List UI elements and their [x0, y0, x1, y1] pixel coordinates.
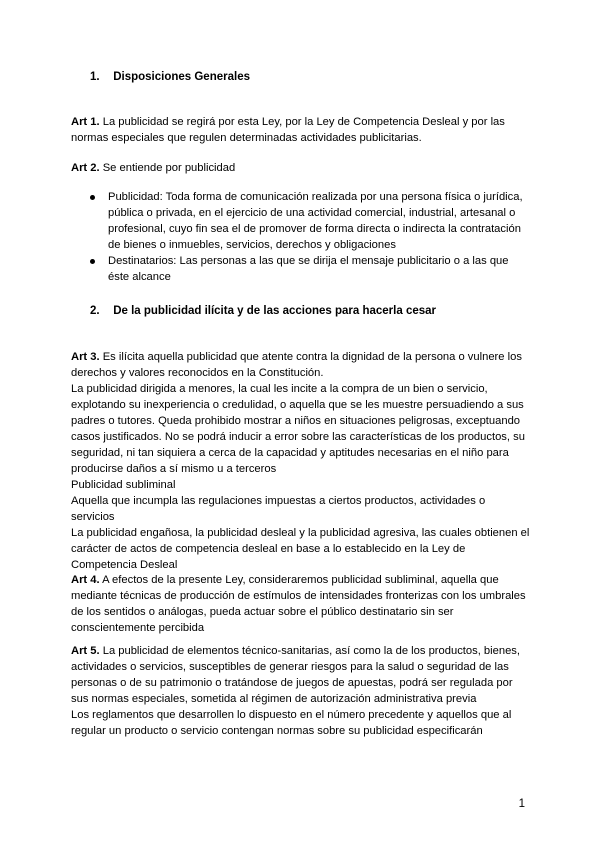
article-label: Art 2. — [71, 162, 100, 174]
article-text: actividades o servicios, susceptibles de generar riesgos para la salud o seguridad de las — [71, 661, 509, 673]
article-3 — [71, 349, 541, 573]
article-text: Publicidad subliminal — [71, 479, 176, 491]
list-item — [90, 253, 540, 285]
article-text: regular un producto o servicio contengan normas sobre su publicidad especificarán — [71, 725, 483, 737]
list-item-text: éste alcance — [108, 271, 171, 283]
section-title: De la publicidad ilícita y de las acciones para hacerla cesar — [113, 305, 437, 317]
article-text: Los reglamentos que desarrollen lo dispuesto en el número precedente y aquellos que al — [71, 709, 512, 721]
article-text: personas o de su patrimonio o tratándose de juegos de apuestas, podrá ser regulada por — [71, 677, 513, 689]
article-text: carácter de actos de competencia desleal en base a lo establecido en la Ley de — [71, 543, 466, 555]
article-5 — [71, 643, 541, 739]
article-text: Competencia Desleal — [71, 559, 178, 571]
bullet-icon — [90, 195, 95, 200]
article-text: derechos y valores reconocidos en la Constitución. — [71, 367, 324, 379]
section-title: Disposiciones Generales — [113, 71, 250, 83]
article-text: de los sentidos o análogas, pueda actuar sobre el público destinatario sin ser — [71, 606, 454, 618]
section-number: 2. — [90, 305, 100, 317]
article-text: A efectos de la presente Ley, consideraremos publicidad subliminal, aquella que — [99, 574, 499, 586]
article-text: Aquella que incumpla las regulaciones impuestas a ciertos productos, actividades o — [71, 495, 486, 507]
article-text: Se entiende por publicidad — [99, 162, 236, 174]
article-2 — [71, 160, 541, 176]
section-number: 1. — [90, 71, 100, 83]
article-text: sus normas especiales, sometida al régimen de autorización administrativa previa — [71, 693, 477, 705]
list-item-text: de bienes o inmuebles, servicios, derechos y obligaciones — [108, 239, 396, 251]
article-text: normas especiales que regulen determinadas actividades publicitarias. — [71, 132, 422, 144]
article-text: seguridad, ni tan siquiera a cerca de la capacidad y aptitudes necesarias en el niño para — [71, 447, 509, 459]
article-text: producirse daños a sí mismo u a terceros — [71, 463, 277, 475]
article-label: Art 4. — [71, 574, 100, 586]
list-item-text: pública o privada, en el ejercicio de una actividad comercial, industrial, artesanal o — [108, 207, 516, 219]
page-number: 1 — [518, 798, 525, 810]
list-item — [90, 189, 540, 253]
article-text: servicios — [71, 511, 115, 523]
article-text: padres o tutores. Queda prohibido mostrar a niños en situaciones peligrosas, exceptuando — [71, 415, 521, 427]
definition-list — [90, 189, 540, 285]
article-text: La publicidad se regirá por esta Ley, por la Ley de Competencia Desleal y por las — [99, 116, 505, 128]
article-text: explotando su inexperiencia o credulidad, o aquella que se les muestre persuadiendo a sus — [71, 399, 524, 411]
article-text: La publicidad engañosa, la publicidad desleal y la publicidad agresiva, las cuales obtienen el — [71, 527, 530, 539]
article-text: La publicidad de elementos técnico-sanitarias, así como la de los productos, bienes, — [99, 645, 521, 657]
section-heading-1 — [90, 71, 250, 83]
list-item-text: Publicidad: Toda forma de comunicación realizada por una persona física o jurídica, — [108, 191, 523, 203]
section-heading-2 — [90, 305, 436, 317]
article-label: Art 3. — [71, 351, 100, 363]
article-text: conscientemente percibida — [71, 622, 205, 634]
article-1 — [71, 114, 541, 146]
article-text: mediante técnicas de producción de estímulos de intensidades fronterizas con los umbrales — [71, 590, 526, 602]
article-text: La publicidad dirigida a menores, la cual les incite a la compra de un bien o servicio, — [71, 383, 488, 395]
article-label: Art 5. — [71, 645, 100, 657]
article-label: Art 1. — [71, 116, 100, 128]
bullet-icon — [90, 259, 95, 264]
list-item-text: profesional, cuyo fin sea el de promover de forma directa o indirecta la contratación — [108, 223, 521, 235]
list-item-text: Destinatarios: Las personas a las que se dirija el mensaje publicitario o a las que — [108, 255, 509, 267]
article-4 — [71, 572, 541, 636]
article-text: Es ilícita aquella publicidad que atente contra la dignidad de la persona o vulnere los — [99, 351, 522, 363]
article-text: casos justificados. No se podrá inducir a error sobre las características de los productos, su — [71, 431, 525, 443]
